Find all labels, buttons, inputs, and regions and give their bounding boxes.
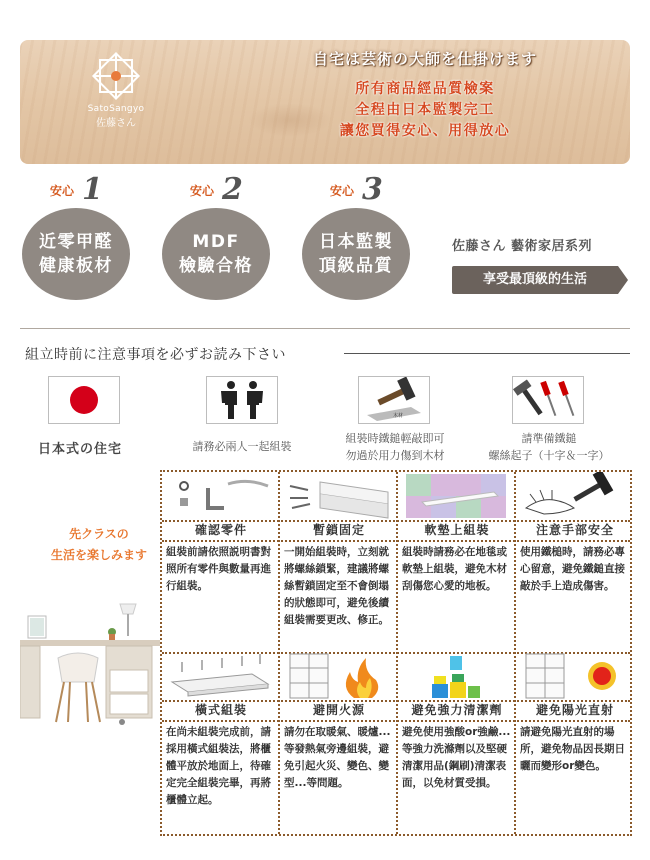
parts-icon	[162, 472, 280, 520]
tip-body: 一開始組裝時，立刻就將螺絲鎖緊，建議將螺絲暫鎖固定至不會倒塌的狀態即可，避免後續組裝需要更改、修正。	[284, 546, 389, 626]
tip-body: 組裝時請務必在地毯或軟墊上組裝，避免木材刮傷您心愛的地板。	[402, 546, 507, 592]
badge-line: 近零甲醛	[39, 232, 113, 252]
tip-body: 避免使用強酸or強鹼...等強力洗滌劑以及堅硬清潔用品(鋼刷)清潔表面，以免材質受損。	[402, 726, 511, 789]
assurance-badge-3	[302, 172, 412, 300]
assurance-badge-1	[22, 172, 132, 300]
tip-body: 使用鐵槌時，請務必專心留意，避免鐵鎚直接敲於手上造成傷害。	[520, 546, 625, 592]
brand-logo	[80, 50, 152, 140]
tip-body: 在尚未組裝完成前，請採用橫式組裝法，將櫃體平放於地面上，待確定完全組裝完畢，再將櫃體立起。	[166, 726, 271, 806]
hammer-hand-icon	[516, 472, 634, 520]
tools-note-line: 螺絲起子（十字＆一字）	[488, 449, 610, 462]
house-label: 日本式の住宅	[38, 442, 123, 457]
cleaner-bottles-icon	[398, 652, 516, 700]
tip-title: 橫式組裝	[194, 703, 247, 717]
badge-number: 2	[222, 172, 243, 207]
flat-board-icon	[162, 652, 280, 700]
tools-note-line: 請準備鐵鎚	[521, 432, 577, 445]
fire-cabinet-icon	[280, 652, 398, 700]
tagline-ribbon: 享受最頂級的生活	[452, 266, 618, 294]
tip-check-parts	[162, 472, 280, 599]
tools-icon	[512, 376, 584, 424]
tip-avoid-sunlight	[516, 652, 634, 779]
divider	[344, 353, 630, 354]
tip-body: 請避免陽光直射的場所，避免物品因長期日曬而變形or變色。	[520, 726, 625, 772]
tip-title: 軟墊上組裝	[424, 523, 490, 537]
tip-temp-fix	[280, 472, 398, 633]
tip-hand-safety	[516, 472, 634, 599]
badge-number: 3	[362, 172, 383, 207]
hammer-note-line: 組裝時鐵鎚輕敲即可	[345, 432, 445, 445]
banner-line: 全程由日本監製完工	[355, 102, 495, 118]
tip-title: 避免陽光直射	[535, 703, 614, 717]
two-people-note: 請務必兩人一起組裝	[192, 440, 292, 453]
badge-line: MDF	[192, 232, 240, 252]
divider	[20, 328, 630, 329]
tip-body: 組裝前請依照説明書對照所有零件與數量再進行組裝。	[166, 546, 271, 592]
tip-body: 請勿在取暖氣、暖爐...等發熱氣旁邊組裝，避免引起火災、變色、變型...等問題。	[284, 726, 391, 789]
logo-emblem-icon	[90, 50, 142, 102]
badge-line: 健康板材	[39, 256, 113, 276]
sun-cabinet-icon	[516, 652, 634, 700]
assembly-tips-grid	[160, 470, 632, 836]
hammer-tap-icon	[358, 376, 430, 424]
badge-line: 頂級品質	[319, 256, 393, 276]
promo-line: 生活を楽しみます	[50, 548, 147, 562]
promo-text	[44, 524, 154, 566]
soft-mat-icon	[398, 472, 516, 520]
badge-circle	[302, 208, 410, 300]
badge-label: 安心	[330, 184, 355, 198]
hammer-note	[320, 430, 470, 464]
badge-line: 日本監製	[319, 232, 393, 252]
banner-headline: 自宅は芸術の大師を仕掛けます	[312, 50, 537, 68]
assurance-badge-2	[162, 172, 272, 300]
badge-circle	[162, 208, 270, 300]
banner-line: 讓您買得安心、用得放心	[339, 123, 511, 139]
logo-jp-name: 佐藤さん	[96, 118, 136, 129]
tip-horizontal-assembly	[162, 652, 280, 813]
badge-label: 安心	[50, 184, 75, 198]
badge-label: 安心	[190, 184, 215, 198]
tip-title: 確認零件	[194, 523, 247, 537]
brand-banner	[20, 40, 630, 164]
section-title: 組立時前に注意事項を必ずお読み下さい	[25, 347, 286, 363]
tip-title: 避免強力清潔劑	[411, 703, 503, 717]
badge-circle	[22, 208, 130, 300]
tip-mat-assembly	[398, 472, 516, 599]
tip-title: 避開火源	[312, 703, 365, 717]
badge-line: 檢驗合格	[179, 256, 253, 276]
two-people-icon	[206, 376, 278, 424]
hammer-note-line: 勿過於用力傷到木材	[345, 449, 445, 462]
japan-flag-icon	[48, 376, 120, 424]
tools-note	[476, 430, 622, 464]
tip-avoid-fire	[280, 652, 398, 796]
desk-chair-photo	[20, 600, 160, 726]
tip-title: 暫鎖固定	[312, 523, 365, 537]
tip-avoid-cleaner	[398, 652, 516, 796]
logo-name: SatoSangyo	[87, 104, 145, 114]
screw-board-icon	[280, 472, 398, 520]
badge-number: 1	[82, 172, 103, 207]
series-name: 佐藤さん 藝術家居系列	[452, 239, 593, 254]
promo-line: 先クラスの	[69, 527, 129, 541]
tip-title: 注意手部安全	[535, 523, 614, 537]
svg-text:木材: 木材	[393, 413, 404, 419]
banner-line: 所有商品經品質檢案	[355, 81, 495, 97]
